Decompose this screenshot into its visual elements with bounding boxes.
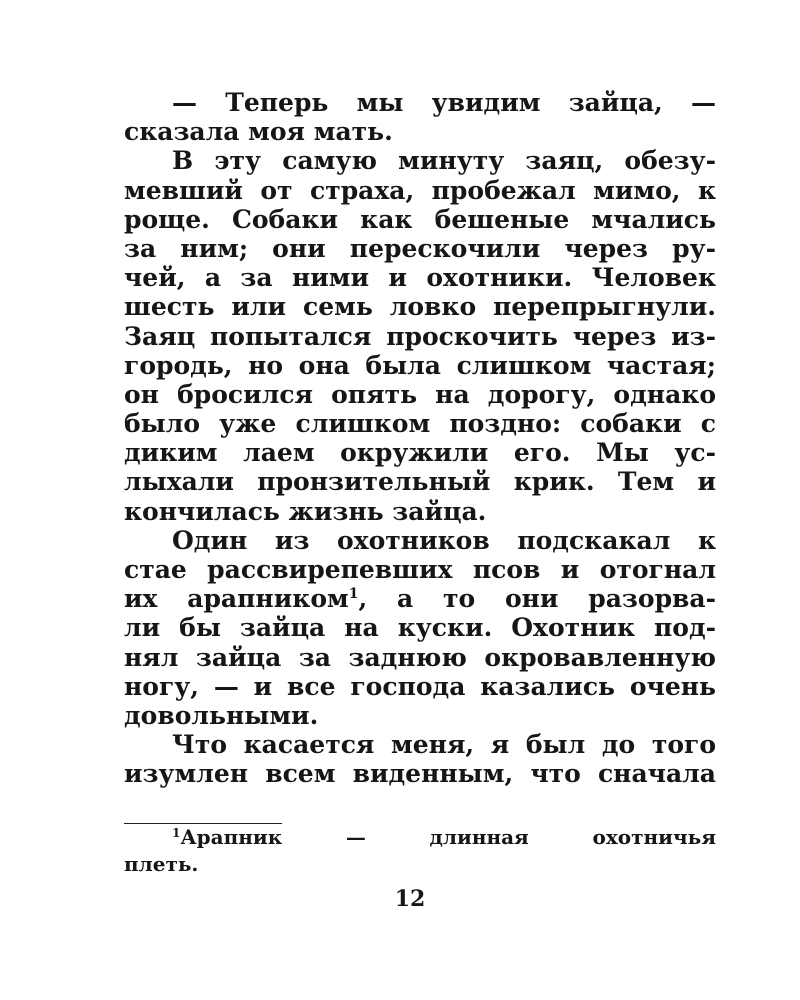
text-line: ли бы зайца на куски. Охотник под- xyxy=(124,613,716,643)
text-line: мевший от страха, пробежал мимо, к xyxy=(124,175,716,205)
text-line: довольными. xyxy=(124,700,319,730)
footnote-reference: 1 xyxy=(348,586,359,603)
text-line: В эту самую минуту заяц, обезу- xyxy=(172,146,716,176)
text-line: нял зайца за заднюю окровавленную xyxy=(124,642,716,672)
text-line: ногу, — и все господа казались очень xyxy=(124,671,716,701)
text-line: он бросился опять на дорогу, однако xyxy=(124,379,716,409)
text-line: шесть или семь ловко перепрыгнули. xyxy=(124,292,716,322)
footnote-text: Арапник — длинная охотничья xyxy=(180,825,716,849)
footnote-line xyxy=(124,824,716,851)
text-line: роще. Собаки как бешеные мчались xyxy=(124,204,716,234)
page-number: 12 xyxy=(394,886,426,912)
text-line: чей, а за ними и охотники. Человек xyxy=(124,263,716,293)
text-line: стае рассвирепевших псов и отогнал xyxy=(124,555,716,584)
text-line: за ним; они перескочили через ру- xyxy=(124,233,716,263)
text-line: Что касается меня, я был до того xyxy=(172,730,716,760)
text-line: Заяц попытался проскочить через из- xyxy=(124,321,716,351)
text-fragment: , а то они разорва- xyxy=(358,584,716,614)
text-line: лыхали пронзительный крик. Тем и xyxy=(124,467,716,497)
footnote-line: плеть. xyxy=(124,852,199,876)
text-line: диким лаем окружили его. Мы ус- xyxy=(124,438,716,468)
text-line: было уже слишком поздно: собаки с xyxy=(124,409,716,439)
text-line: городь, но она была слишком частая; xyxy=(124,350,716,380)
text-line-with-footnote xyxy=(124,584,716,613)
main-text xyxy=(124,88,716,789)
text-line: Один из охотников подскакал к xyxy=(172,525,716,555)
footnote xyxy=(124,824,716,878)
text-line: изумлен всем виденным, что сначала xyxy=(124,759,716,789)
text-fragment: их арапником xyxy=(124,584,349,614)
footnote-number: 1 xyxy=(172,826,181,840)
text-line: — Теперь мы увидим зайца, — xyxy=(172,88,716,117)
text-line: сказала моя мать. xyxy=(124,117,393,147)
text-line: кончилась жизнь зайца. xyxy=(124,496,487,526)
